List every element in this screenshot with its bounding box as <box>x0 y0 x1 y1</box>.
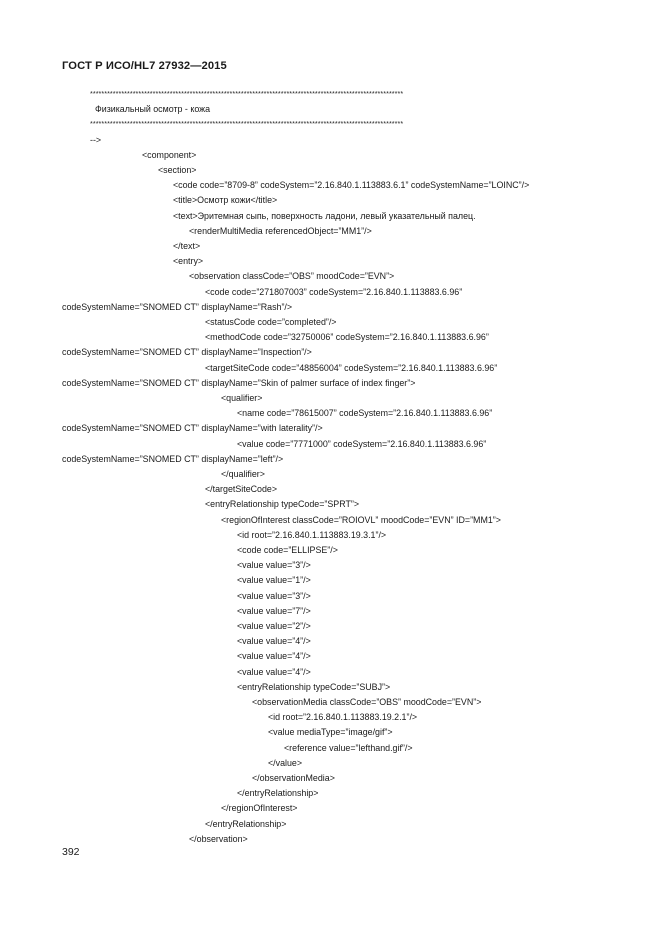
document-header: ГОСТ Р ИСО/HL7 27932—2015 <box>62 60 227 72</box>
code-line: <value code=”7771000” codeSystem=”2.16.840.1.113883.6.96” <box>237 438 487 449</box>
code-line: <value value=”2”/> <box>237 621 311 631</box>
code-line: </entryRelationship> <box>237 788 319 799</box>
code-line: <statusCode code=”completed”/> <box>205 317 337 327</box>
code-line: codeSystemName=”SNOMED CT” displayName=”left”/> <box>62 453 284 464</box>
code-line: <qualifier> <box>221 393 263 403</box>
code-line: codeSystemName=”SNOMED CT” displayName=”Inspection”/> <box>62 347 312 358</box>
code-line: </observationMedia> <box>252 773 335 783</box>
code-line: <value value=”3”/> <box>237 560 311 571</box>
code-line: codeSystemName=”SNOMED CT” displayName=”Rash”/> <box>62 301 293 312</box>
code-line: <observation classCode=”OBS” moodCode=”EVN”> <box>189 271 395 282</box>
code-line: <text>Эритемная сыпь, поверхность ладони, левый указательный палец. <box>173 210 476 221</box>
code-line: codeSystemName=”SNOMED CT” displayName=”with laterality”/> <box>62 423 323 434</box>
code-line: <code code=”271807003” codeSystem=”2.16.840.1.113883.6.96” <box>205 286 463 297</box>
code-line: </text> <box>173 241 201 251</box>
code-line: ************************************************************************************************************** <box>90 119 404 129</box>
code-line: <observationMedia classCode=”OBS” moodCode=”EVN”> <box>252 697 482 707</box>
code-line: <entryRelationship typeCode=”SPRT”> <box>205 499 359 510</box>
code-line: <value value=”4”/> <box>237 651 311 662</box>
code-line: <entryRelationship typeCode=”SUBJ”> <box>237 681 391 692</box>
code-line: </regionOfInterest> <box>221 803 298 814</box>
code-line: <regionOfInterest classCode=”ROIOVL” moodCode=”EVN” ID=”MM1”> <box>221 514 501 525</box>
code-line: --> <box>90 134 102 145</box>
code-line: <value value=”7”/> <box>237 605 311 616</box>
code-line: <id root=”2.16.840.1.113883.19.3.1”/> <box>237 529 387 540</box>
code-line: <code code=”8709-8” codeSystem=”2.16.840.1.113883.6.1” codeSystemName=”LOINC”/> <box>173 180 530 191</box>
code-line: <value value=”4”/> <box>237 636 311 647</box>
code-line: codeSystemName=”SNOMED CT” displayName=”Skin of palmer surface of index finger”> <box>62 377 416 388</box>
code-line: <reference value=”lefthand.gif”/> <box>284 742 413 753</box>
code-line: ************************************************************************************************************** <box>90 89 404 98</box>
code-line: <methodCode code=”32750006” codeSystem=”2.16.840.1.113883.6.96” <box>205 332 489 343</box>
code-line: <value value=”4”/> <box>237 666 311 677</box>
code-line: <id root=”2.16.840.1.113883.19.2.1”/> <box>268 712 418 723</box>
code-line: <code code=”ELLIPSE”/> <box>237 545 338 555</box>
code-line: <section> <box>158 165 197 175</box>
code-line: </observation> <box>189 833 248 844</box>
code-line: Физикальный осмотр - кожа <box>95 104 211 115</box>
code-line: <targetSiteCode code=”48856004” codeSystem=”2.16.840.1.113883.6.96” <box>205 362 498 373</box>
code-line: <component> <box>142 149 197 160</box>
page-number: 392 <box>62 846 80 858</box>
code-line: <value mediaType=”image/gif”> <box>268 727 393 738</box>
code-line: <value value=”3”/> <box>237 590 311 601</box>
code-line: </value> <box>268 757 303 768</box>
code-line: </targetSiteCode> <box>205 484 278 495</box>
code-line: </entryRelationship> <box>205 818 287 829</box>
code-line: </qualifier> <box>221 469 265 479</box>
code-line: <title>Осмотр кожи</title> <box>173 195 278 206</box>
code-line: <value value=”1”/> <box>237 575 311 586</box>
code-line: <renderMultiMedia referencedObject=”MM1”/> <box>189 225 372 236</box>
code-line: <entry> <box>173 256 204 267</box>
code-line: <name code=”78615007” codeSystem=”2.16.840.1.113883.6.96” <box>237 408 493 419</box>
